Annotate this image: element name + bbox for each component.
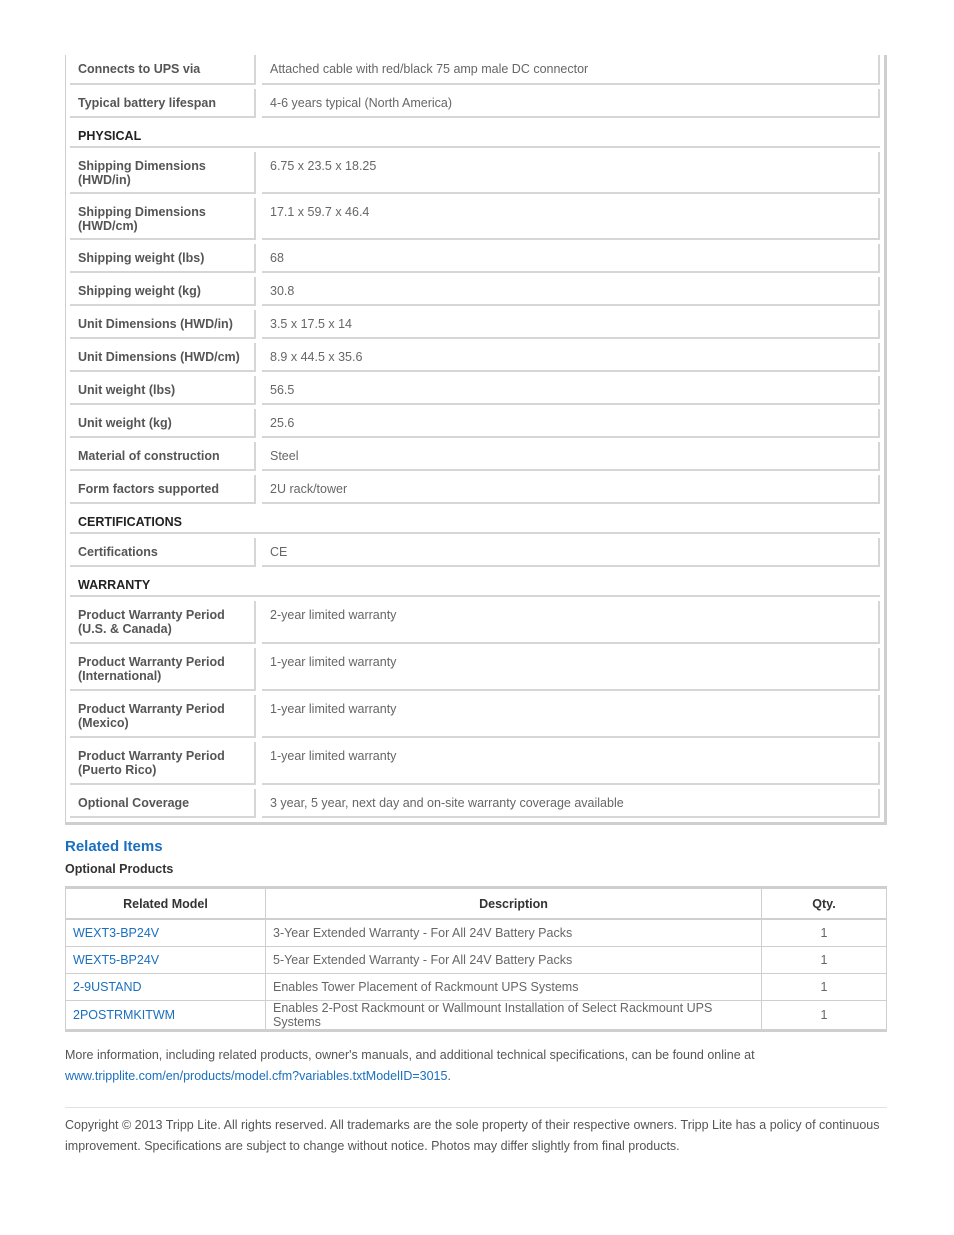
related-model-link[interactable]: WEXT3-BP24V bbox=[66, 919, 266, 947]
spec-value: 1-year limited warranty bbox=[262, 742, 880, 785]
spec-value: 3.5 x 17.5 x 14 bbox=[262, 310, 880, 339]
section-heading-warranty: WARRANTY bbox=[70, 571, 880, 597]
column-header-qty: Qty. bbox=[762, 888, 887, 920]
table-row bbox=[66, 1001, 887, 1031]
spec-label: Optional Coverage bbox=[70, 789, 256, 818]
related-description: Enables 2-Post Rackmount or Wallmount Installation of Select Rackmount UPS Systems bbox=[266, 1001, 762, 1031]
spec-label: Certifications bbox=[70, 538, 256, 567]
related-items-table bbox=[65, 886, 887, 1032]
spec-row bbox=[66, 310, 884, 339]
spec-label: Unit Dimensions (HWD/in) bbox=[70, 310, 256, 339]
column-header-model: Related Model bbox=[66, 888, 266, 920]
section-heading-certifications: CERTIFICATIONS bbox=[70, 508, 880, 534]
spec-label: Connects to UPS via bbox=[70, 55, 256, 85]
spec-row bbox=[66, 89, 884, 118]
related-qty: 1 bbox=[762, 974, 887, 1001]
spec-row bbox=[66, 376, 884, 405]
spec-value: 56.5 bbox=[262, 376, 880, 405]
spec-value: 3 year, 5 year, next day and on-site warranty coverage available bbox=[262, 789, 880, 818]
table-row bbox=[66, 919, 887, 947]
spec-label: Product Warranty Period (U.S. & Canada) bbox=[70, 601, 256, 644]
spec-row bbox=[66, 277, 884, 306]
related-qty: 1 bbox=[762, 919, 887, 947]
spec-row bbox=[66, 343, 884, 372]
copyright-text: Copyright © 2013 Tripp Lite. All rights reserved. All trademarks are the sole property of their respective owners. Tripp Lite has a policy of continuous improvement. Specifications are subject to change without notice. Photos may differ slightly from final products. bbox=[65, 1118, 880, 1153]
footer-divider bbox=[65, 1107, 887, 1108]
spec-value: 4-6 years typical (North America) bbox=[262, 89, 880, 118]
related-items-heading: Related Items bbox=[65, 838, 163, 855]
optional-products-label: Optional Products bbox=[65, 862, 174, 876]
spec-value: 30.8 bbox=[262, 277, 880, 306]
spec-row bbox=[66, 475, 884, 504]
spec-label: Form factors supported bbox=[70, 475, 256, 504]
spec-label: Product Warranty Period (International) bbox=[70, 648, 256, 691]
spec-value: 2U rack/tower bbox=[262, 475, 880, 504]
spec-label: Shipping weight (kg) bbox=[70, 277, 256, 306]
spec-row bbox=[66, 695, 884, 738]
spec-row bbox=[66, 442, 884, 471]
spec-label: Product Warranty Period (Puerto Rico) bbox=[70, 742, 256, 785]
spec-value: 25.6 bbox=[262, 409, 880, 438]
section-heading-physical: PHYSICAL bbox=[70, 122, 880, 148]
spec-value: CE bbox=[262, 538, 880, 567]
spec-label: Product Warranty Period (Mexico) bbox=[70, 695, 256, 738]
related-description: Enables Tower Placement of Rackmount UPS Systems bbox=[266, 974, 762, 1001]
related-model-link[interactable]: 2-9USTAND bbox=[66, 974, 266, 1001]
spec-label: Unit weight (lbs) bbox=[70, 376, 256, 405]
spec-value: 8.9 x 44.5 x 35.6 bbox=[262, 343, 880, 372]
spec-value: Attached cable with red/black 75 amp male DC connector bbox=[262, 55, 880, 85]
spec-value: 6.75 x 23.5 x 18.25 bbox=[262, 152, 880, 194]
spec-row bbox=[66, 409, 884, 438]
spec-label: Typical battery lifespan bbox=[70, 89, 256, 118]
spec-value: 2-year limited warranty bbox=[262, 601, 880, 644]
more-info-paragraph bbox=[65, 1045, 887, 1087]
spec-row bbox=[66, 648, 884, 691]
spec-row bbox=[66, 538, 884, 567]
related-model-link[interactable]: WEXT5-BP24V bbox=[66, 947, 266, 974]
related-description: 3-Year Extended Warranty - For All 24V Battery Packs bbox=[266, 919, 762, 947]
specifications-table bbox=[65, 55, 887, 825]
product-page-link[interactable]: www.tripplite.com/en/products/model.cfm?variables.txtModelID=3015 bbox=[65, 1069, 448, 1083]
spec-value: 68 bbox=[262, 244, 880, 273]
spec-value: 1-year limited warranty bbox=[262, 648, 880, 691]
spec-row bbox=[66, 198, 884, 240]
spec-row bbox=[66, 789, 884, 818]
spec-value: Steel bbox=[262, 442, 880, 471]
table-row bbox=[66, 947, 887, 974]
spec-label: Material of construction bbox=[70, 442, 256, 471]
spec-row bbox=[66, 152, 884, 194]
related-qty: 1 bbox=[762, 1001, 887, 1031]
related-description: 5-Year Extended Warranty - For All 24V Battery Packs bbox=[266, 947, 762, 974]
spec-value: 1-year limited warranty bbox=[262, 695, 880, 738]
spec-label: Shipping Dimensions (HWD/cm) bbox=[70, 198, 256, 240]
more-info-text: More information, including related products, owner's manuals, and additional technical specifications, can be found online at bbox=[65, 1048, 755, 1062]
spec-row bbox=[66, 601, 884, 644]
table-header-row bbox=[66, 888, 887, 920]
spec-label: Unit Dimensions (HWD/cm) bbox=[70, 343, 256, 372]
spec-row bbox=[66, 244, 884, 273]
link-suffix: . bbox=[447, 1069, 451, 1083]
spec-row bbox=[66, 55, 884, 85]
spec-label: Shipping weight (lbs) bbox=[70, 244, 256, 273]
spec-value: 17.1 x 59.7 x 46.4 bbox=[262, 198, 880, 240]
spec-row bbox=[66, 742, 884, 785]
spec-label: Unit weight (kg) bbox=[70, 409, 256, 438]
table-row bbox=[66, 974, 887, 1001]
column-header-description: Description bbox=[266, 888, 762, 920]
related-model-link[interactable]: 2POSTRMKITWM bbox=[66, 1001, 266, 1031]
spec-label: Shipping Dimensions (HWD/in) bbox=[70, 152, 256, 194]
related-qty: 1 bbox=[762, 947, 887, 974]
